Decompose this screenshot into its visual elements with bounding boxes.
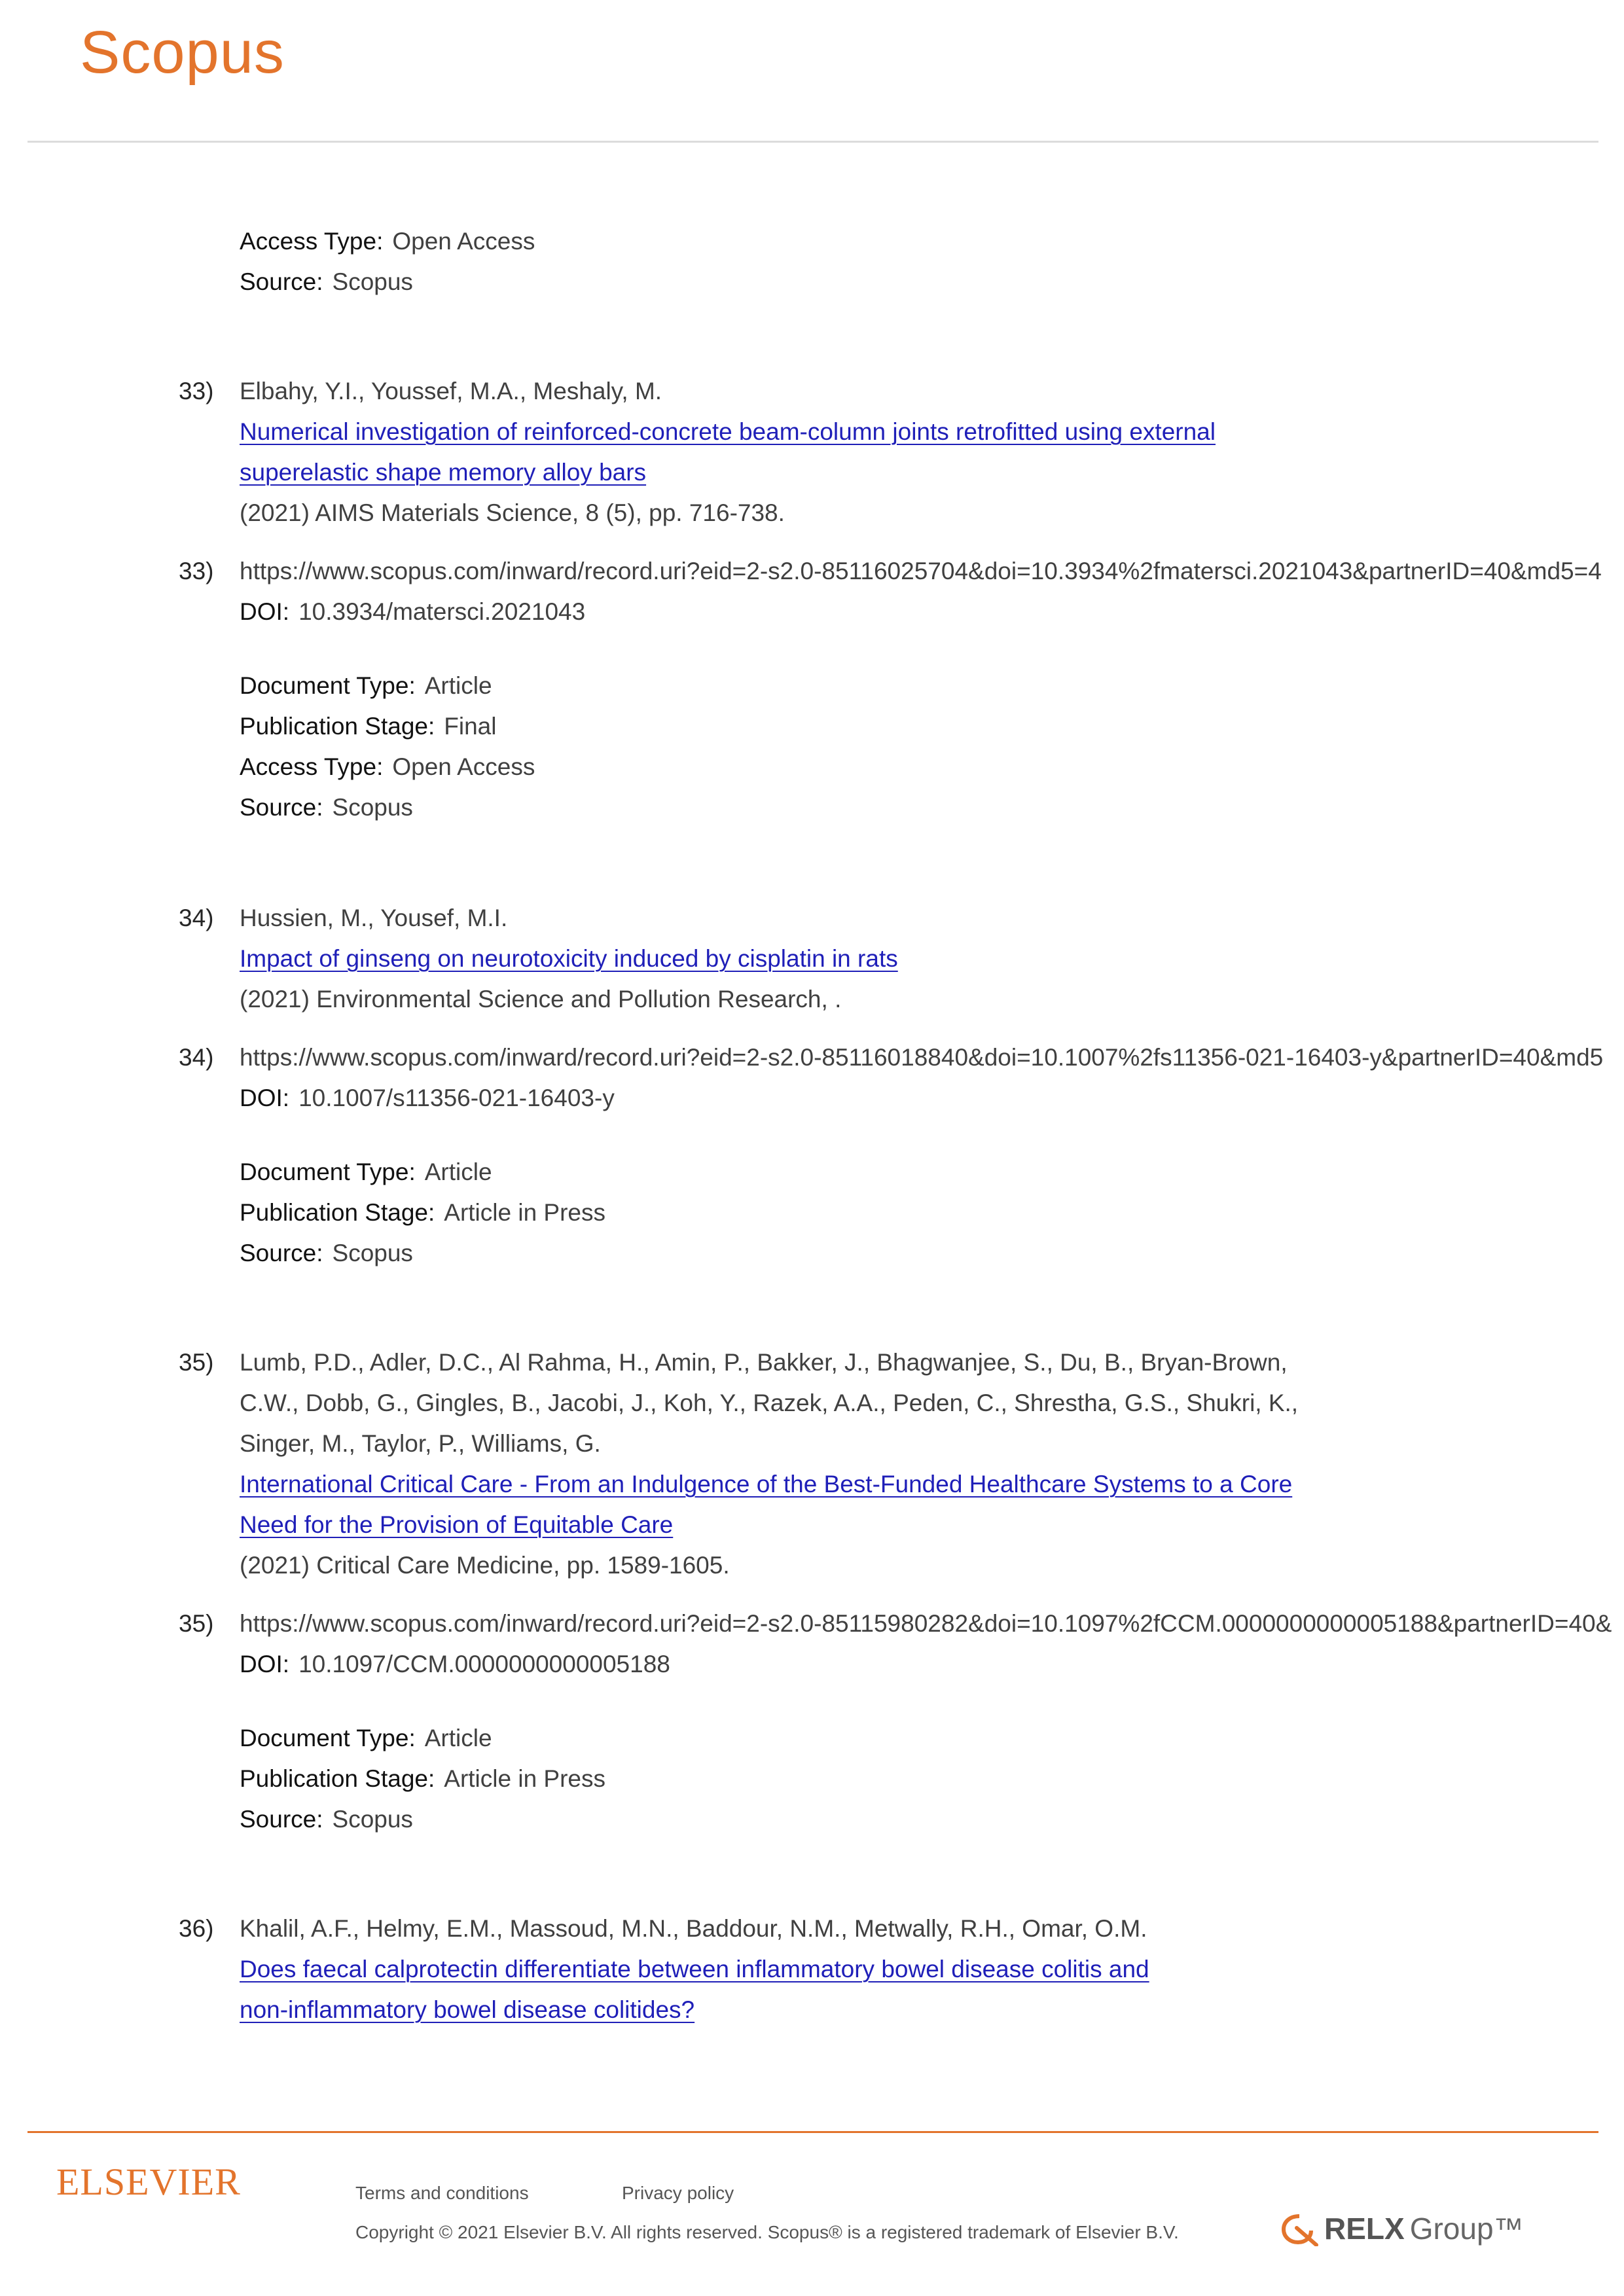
prev-access-type-row (240, 221, 535, 262)
record-title-line (240, 412, 1216, 452)
doi-label: DOI: (240, 1651, 290, 1677)
field-label: Source: (240, 1806, 323, 1833)
record-citation: (2021) Environmental Science and Pollution Research, . (240, 986, 842, 1013)
field-label: Source: (240, 794, 323, 821)
field-value: Open Access (392, 228, 535, 255)
field-row (240, 1152, 492, 1193)
record-url: https://www.scopus.com/inward/record.uri?eid=2-s2.0-85116025704&doi=10.3934%2fmatersci.2021043&partnerID=40&md5=4 (240, 558, 1602, 584)
record-citation: (2021) Critical Care Medicine, pp. 1589-1605. (240, 1552, 730, 1579)
relx-wordmark: RELX (1324, 2212, 1405, 2246)
record-authors: C.W., Dobb, G., Gingles, B., Jacobi, J., Koh, Y., Razek, A.A., Peden, C., Shrestha, G.S., Shukri, K., (240, 1390, 1299, 1416)
doi-value: 10.1097/CCM.0000000000005188 (298, 1651, 670, 1677)
record-title-line (240, 1464, 1292, 1505)
record-title-line (240, 939, 898, 979)
record-authors: Lumb, P.D., Adler, D.C., Al Rahma, H., Amin, P., Bakker, J., Bhagwanjee, S., Du, B., Bryan-Brown, (240, 1349, 1288, 1376)
field-value: Article in Press (444, 1199, 605, 1226)
record-authors: Singer, M., Taylor, P., Williams, G. (240, 1430, 601, 1457)
record-citation: (2021) AIMS Materials Science, 8 (5), pp. 716-738. (240, 499, 785, 526)
field-label: Document Type: (240, 1158, 416, 1185)
record-number: 33) (179, 558, 214, 584)
record-title-link[interactable]: International Critical Care - From an Indulgence of the Best-Funded Healthcare Systems to a Core (240, 1471, 1293, 1498)
relx-group-wordmark: Group™ (1409, 2212, 1524, 2246)
record-doi-row (240, 1078, 615, 1119)
record-title-link[interactable]: Numerical investigation of reinforced-concrete beam-column joints retrofitted using external (240, 418, 1216, 445)
record-url: https://www.scopus.com/inward/record.uri?eid=2-s2.0-85116018840&doi=10.1007%2fs11356-021-16403-y&partnerID=40&md5 (240, 1044, 1604, 1071)
field-value: Article (424, 1725, 492, 1751)
record-url: https://www.scopus.com/inward/record.uri?eid=2-s2.0-85115980282&doi=10.1097%2fCCM.0000000000005188&partnerID=40& (240, 1610, 1612, 1637)
doi-value: 10.1007/s11356-021-16403-y (298, 1085, 615, 1111)
field-row (240, 706, 496, 747)
scopus-logo: Scopus (80, 19, 285, 86)
field-label: Publication Stage: (240, 713, 435, 740)
field-value: Article (424, 672, 492, 699)
field-label: Publication Stage: (240, 1765, 435, 1792)
record-doi-row (240, 1644, 670, 1685)
privacy-link[interactable]: Privacy policy (622, 2183, 734, 2203)
record-number: 34) (179, 1044, 214, 1071)
field-row (240, 1759, 605, 1799)
record-number: 35) (179, 1349, 214, 1376)
field-row (240, 1193, 605, 1233)
record-title-link[interactable]: Need for the Provision of Equitable Care (240, 1511, 674, 1538)
copyright-text: Copyright © 2021 Elsevier B.V. All rights reserved. Scopus® is a registered trademark of Elsevier B.V. (355, 2222, 1179, 2242)
field-label: Source: (240, 268, 323, 295)
relx-group-logo (1280, 2211, 1524, 2246)
terms-link[interactable]: Terms and conditions (355, 2183, 529, 2203)
field-label: Source: (240, 1240, 323, 1266)
record-authors: Khalil, A.F., Helmy, E.M., Massoud, M.N., Baddour, N.M., Metwally, R.H., Omar, O.M. (240, 1915, 1147, 1942)
record-title-line (240, 1990, 695, 2030)
field-value: Scopus (332, 268, 413, 295)
record-authors: Hussien, M., Yousef, M.I. (240, 905, 508, 931)
prev-source-row (240, 262, 413, 302)
doi-label: DOI: (240, 1085, 290, 1111)
field-row (240, 787, 413, 828)
field-label: Document Type: (240, 672, 416, 699)
doi-label: DOI: (240, 598, 290, 625)
field-row (240, 1799, 413, 1840)
record-number: 33) (179, 378, 214, 404)
record-title-link[interactable]: Does faecal calprotectin differentiate between inflammatory bowel disease colitis and (240, 1956, 1149, 1982)
field-label: Document Type: (240, 1725, 416, 1751)
record-number: 34) (179, 905, 214, 931)
record-number: 35) (179, 1610, 214, 1637)
relx-icon (1280, 2211, 1319, 2246)
record-title-link[interactable]: superelastic shape memory alloy bars (240, 459, 647, 486)
record-authors: Elbahy, Y.I., Youssef, M.A., Meshaly, M. (240, 378, 662, 404)
footer-divider (27, 2131, 1598, 2133)
record-title-line (240, 1949, 1149, 1990)
elsevier-logo: ELSEVIER (56, 2161, 241, 2203)
field-value: Final (444, 713, 497, 740)
field-value: Article in Press (444, 1765, 605, 1792)
record-title-line (240, 452, 646, 493)
field-row (240, 1233, 413, 1274)
field-row (240, 666, 492, 706)
field-value: Open Access (392, 753, 535, 780)
field-value: Scopus (332, 794, 413, 821)
field-label: Access Type: (240, 228, 384, 255)
field-value: Scopus (332, 1240, 413, 1266)
header-divider (27, 141, 1598, 143)
field-value: Article (424, 1158, 492, 1185)
field-label: Publication Stage: (240, 1199, 435, 1226)
field-label: Access Type: (240, 753, 384, 780)
doi-value: 10.3934/matersci.2021043 (298, 598, 586, 625)
record-number: 36) (179, 1915, 214, 1942)
record-title-link[interactable]: Impact of ginseng on neurotoxicity induced by cisplatin in rats (240, 945, 898, 972)
record-doi-row (240, 592, 585, 632)
field-value: Scopus (332, 1806, 413, 1833)
record-title-line (240, 1505, 673, 1545)
field-row (240, 1718, 492, 1759)
record-title-link[interactable]: non-inflammatory bowel disease colitides? (240, 1996, 695, 2023)
field-row (240, 747, 535, 787)
